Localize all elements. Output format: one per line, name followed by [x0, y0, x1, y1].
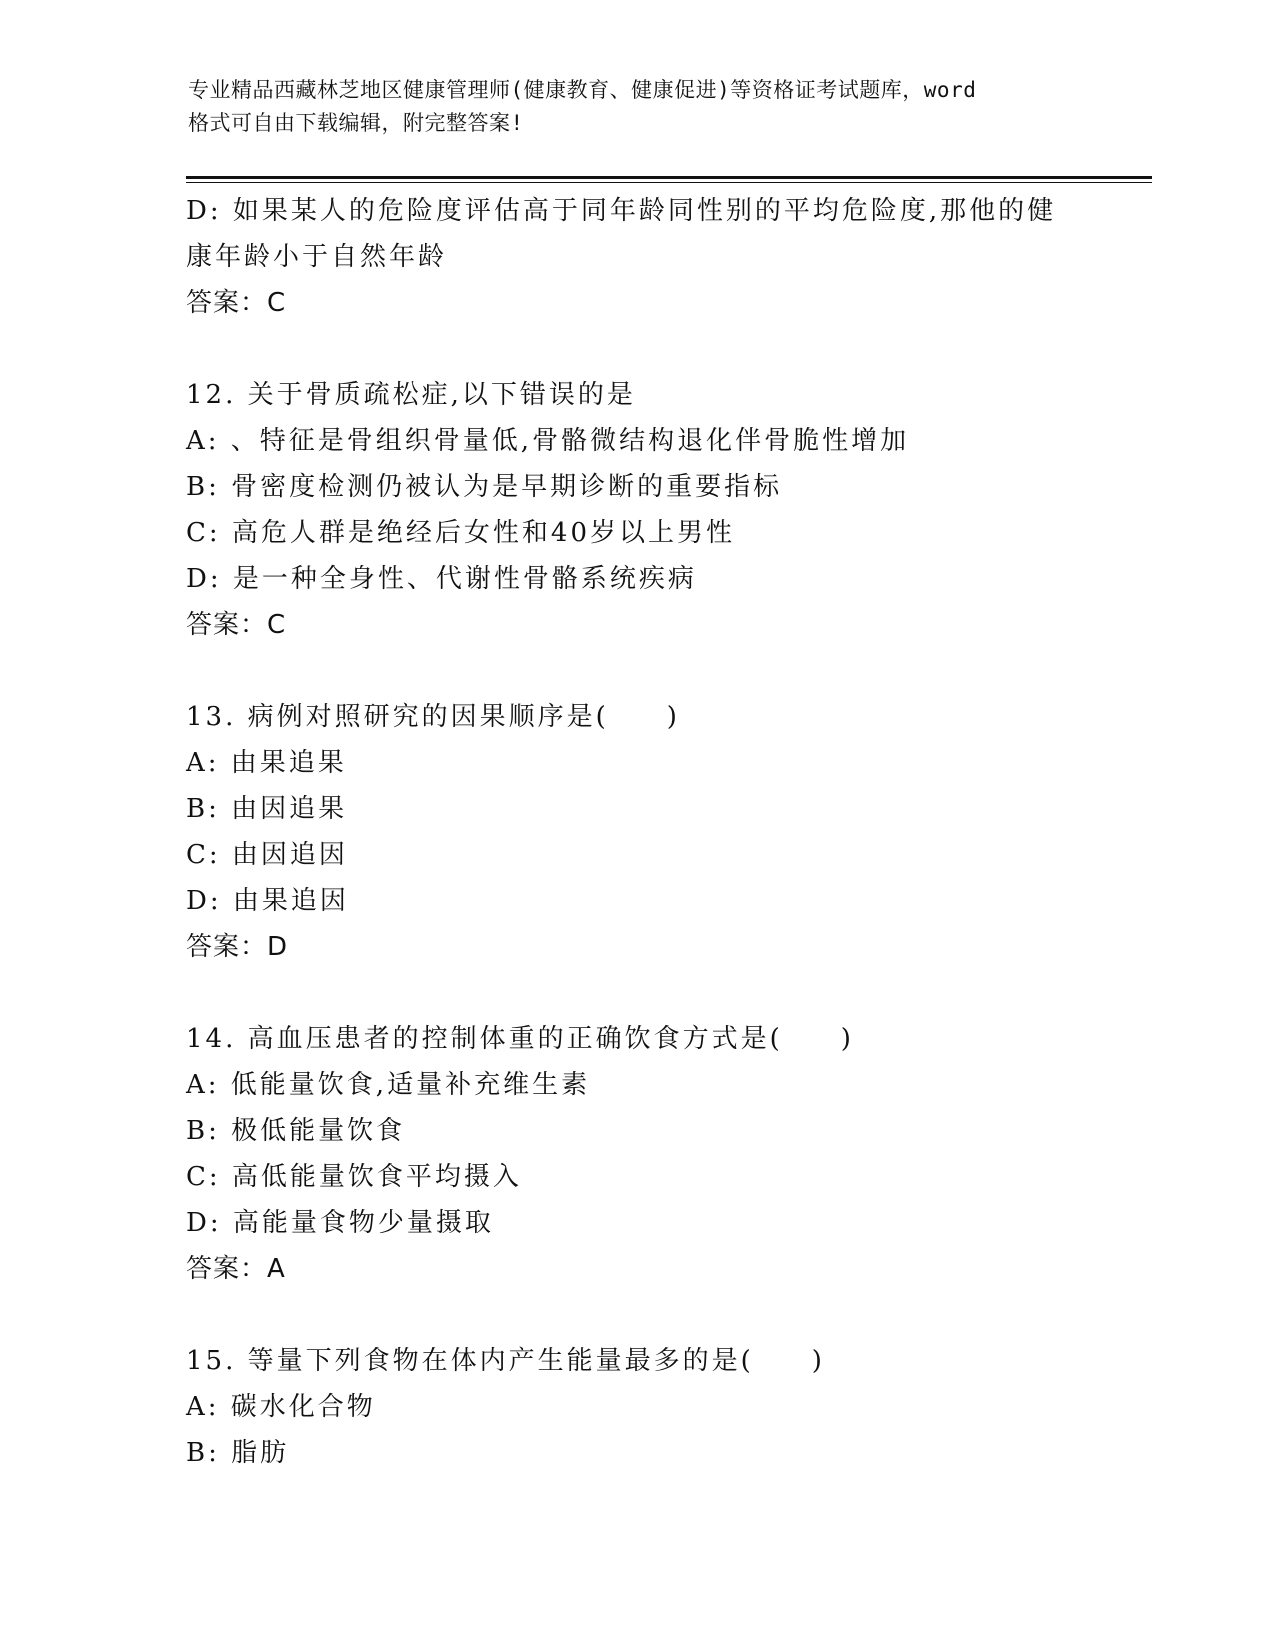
option-a: A: 由果追果 — [186, 748, 347, 778]
question-13 — [186, 694, 1146, 970]
question-stem: 13. 病例对照研究的因果顺序是( ) — [186, 702, 680, 732]
spacer — [186, 970, 1146, 1016]
option-c: C: 由因追因 — [186, 840, 348, 870]
spacer — [186, 1292, 1146, 1338]
question-stem: 15. 等量下列食物在体内产生能量最多的是( ) — [186, 1346, 825, 1376]
option-b: B: 极低能量饮食 — [186, 1116, 406, 1146]
header-divider-thin — [186, 182, 1152, 183]
option-b: B: 骨密度检测仍被认为是早期诊断的重要指标 — [186, 472, 783, 502]
header-line-1: 专业精品西藏林芝地区健康管理师(健康教育、健康促进)等资格证考试题库，word — [188, 78, 977, 102]
spacer — [186, 648, 1146, 694]
option-d: D: 高能量食物少量摄取 — [186, 1208, 494, 1238]
option-d: D: 是一种全身性、代谢性骨骼系统疾病 — [186, 564, 697, 594]
question-12 — [186, 372, 1146, 648]
question-11-continuation — [186, 188, 1146, 326]
option-d-line-1: D: 如果某人的危险度评估高于同年龄同性别的平均危险度,那他的健 — [186, 196, 1057, 226]
question-15 — [186, 1338, 1146, 1476]
question-stem: 14. 高血压患者的控制体重的正确饮食方式是( ) — [186, 1024, 854, 1054]
spacer — [186, 326, 1146, 372]
option-a: A: 、特征是骨组织骨量低,骨骼微结构退化伴骨脆性增加 — [186, 426, 910, 456]
header-divider-thick — [186, 176, 1152, 179]
option-b: B: 脂肪 — [186, 1438, 290, 1468]
option-c: C: 高危人群是绝经后女性和40岁以上男性 — [186, 518, 736, 548]
question-list — [186, 188, 1146, 1476]
option-c: C: 高低能量饮食平均摄入 — [186, 1162, 522, 1192]
option-d: D: 由果追因 — [186, 886, 349, 916]
answer: 答案：A — [186, 1254, 286, 1284]
question-stem: 12. 关于骨质疏松症,以下错误的是 — [186, 380, 636, 410]
document-header — [188, 74, 1088, 140]
header-line-2: 格式可自由下载编辑，附完整答案! — [188, 111, 524, 135]
option-a: A: 碳水化合物 — [186, 1392, 376, 1422]
answer: 答案：C — [186, 288, 287, 318]
option-d-line-2: 康年龄小于自然年龄 — [186, 242, 448, 272]
option-a: A: 低能量饮食,适量补充维生素 — [186, 1070, 591, 1100]
option-b: B: 由因追果 — [186, 794, 348, 824]
question-14 — [186, 1016, 1146, 1292]
answer: 答案：C — [186, 610, 287, 640]
answer: 答案：D — [186, 932, 289, 962]
